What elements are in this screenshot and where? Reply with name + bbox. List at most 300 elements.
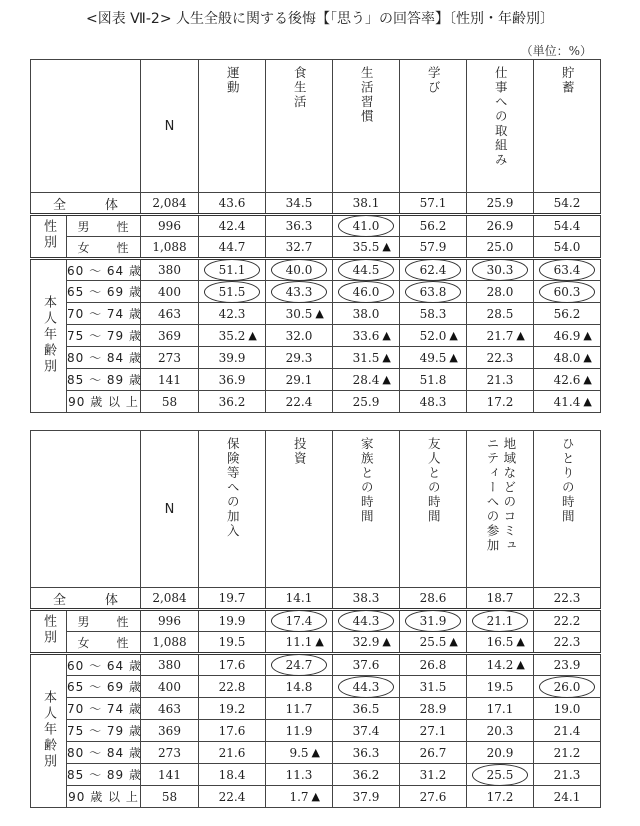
- table-row: [31, 237, 601, 259]
- value-cell: [333, 259, 400, 281]
- value-text: 31.2: [419, 767, 447, 782]
- value-cell: [266, 610, 333, 632]
- value-cell: [333, 610, 400, 632]
- value-text: 28.5: [486, 306, 514, 321]
- n-value: 400: [141, 676, 199, 698]
- row-label: 75 ～ 79 歳: [67, 720, 141, 742]
- value-text: 25.5 ▲: [419, 635, 458, 649]
- triangle-marker: ▲: [583, 372, 592, 386]
- value-cell: [467, 698, 534, 720]
- value-cell: [333, 698, 400, 720]
- value-text: 36.3: [352, 745, 380, 760]
- circled-value: 25.5: [484, 768, 517, 782]
- row-label: 85 ～ 89 歳: [67, 369, 141, 391]
- value-cell: [467, 347, 534, 369]
- value-cell: [534, 588, 601, 610]
- value-text: 44.7: [218, 240, 246, 254]
- value-cell: [266, 632, 333, 654]
- n-value: 400: [141, 281, 199, 303]
- value-text: 48.0 ▲: [553, 350, 592, 365]
- group-label-age: 本人年齢別: [31, 259, 67, 413]
- value-cell: [199, 698, 266, 720]
- circled-value: 43.3: [283, 285, 316, 299]
- value-cell: [400, 610, 467, 632]
- value-text: 37.6: [352, 658, 380, 672]
- value-cell: [266, 303, 333, 325]
- value-text: 32.0: [285, 328, 313, 343]
- value-cell: [400, 632, 467, 654]
- table-row: [31, 786, 601, 808]
- value-text: 26.9: [486, 219, 514, 233]
- circled-value: 24.7: [283, 658, 316, 672]
- triangle-marker: ▲: [311, 789, 321, 803]
- value-cell: [199, 764, 266, 786]
- n-value: 273: [141, 347, 199, 369]
- value-text: 38.0: [352, 306, 380, 321]
- value-text: 18.4: [218, 767, 246, 782]
- value-cell: [534, 369, 601, 391]
- value-cell: [266, 698, 333, 720]
- value-cell: [333, 369, 400, 391]
- table-row: [31, 215, 601, 237]
- value-text: 14.8: [285, 679, 313, 694]
- value-cell: [467, 742, 534, 764]
- circled-value: 44.5: [350, 263, 383, 277]
- value-cell: [534, 391, 601, 413]
- table-row: [31, 325, 601, 347]
- value-cell: [199, 391, 266, 413]
- value-cell: [534, 303, 601, 325]
- circled-value: 44.3: [350, 680, 383, 694]
- value-cell: [266, 786, 333, 808]
- value-text: 36.5: [352, 701, 380, 716]
- value-text: 33.6 ▲: [352, 328, 391, 343]
- value-cell: [333, 303, 400, 325]
- row-label: 女 性: [67, 632, 141, 654]
- row-label: 65 ～ 69 歳: [67, 676, 141, 698]
- value-text: 21.3: [553, 767, 581, 782]
- value-text: 14.1: [285, 591, 313, 605]
- n-value: 380: [141, 259, 199, 281]
- value-cell: [199, 632, 266, 654]
- value-cell: [467, 786, 534, 808]
- value-text: 42.6 ▲: [553, 372, 592, 387]
- value-text: 19.0: [553, 701, 581, 716]
- value-cell: [467, 369, 534, 391]
- value-text: 36.9: [218, 372, 246, 387]
- value-text: 35.5 ▲: [352, 240, 391, 254]
- value-text: 36.2: [218, 394, 246, 409]
- table-row: [31, 632, 601, 654]
- value-text: 21.6: [218, 745, 246, 760]
- value-cell: [266, 742, 333, 764]
- value-cell: [266, 676, 333, 698]
- triangle-marker: ▲: [516, 328, 525, 342]
- circled-value: 51.1: [216, 263, 249, 277]
- value-text: 56.2: [553, 306, 581, 321]
- triangle-marker: ▲: [449, 635, 458, 648]
- value-text: 37.9: [352, 789, 380, 804]
- n-header: N: [141, 431, 199, 588]
- row-label: 85 ～ 89 歳: [67, 764, 141, 786]
- value-cell: [199, 347, 266, 369]
- value-text: 32.7: [285, 240, 313, 254]
- circled-value: 62.4: [417, 263, 450, 277]
- triangle-marker: ▲: [382, 372, 391, 386]
- value-text: 27.1: [419, 723, 447, 738]
- value-cell: [199, 325, 266, 347]
- value-text: 54.4: [553, 219, 581, 233]
- value-text: 19.7: [218, 591, 246, 605]
- value-cell: [467, 259, 534, 281]
- value-text: 31.5 ▲: [352, 350, 391, 365]
- col-header: 食生活: [266, 60, 333, 193]
- circled-value: 41.0: [350, 219, 383, 233]
- value-cell: [400, 369, 467, 391]
- value-cell: [333, 720, 400, 742]
- table-regrets-2: [30, 430, 601, 808]
- value-text: 21.3: [486, 372, 514, 387]
- circled-value: 46.0: [350, 285, 383, 299]
- value-text: 56.2: [419, 219, 447, 233]
- value-text: 22.8: [218, 679, 246, 694]
- value-cell: [467, 588, 534, 610]
- value-text: 17.2: [486, 789, 514, 804]
- n-value: 58: [141, 391, 199, 413]
- value-text: 19.9: [218, 614, 246, 628]
- n-value: 369: [141, 325, 199, 347]
- value-cell: [333, 325, 400, 347]
- value-cell: [400, 237, 467, 259]
- value-text: 41.4 ▲: [553, 394, 592, 409]
- value-cell: [467, 193, 534, 215]
- triangle-marker: ▲: [382, 328, 391, 342]
- value-cell: [199, 303, 266, 325]
- value-cell: [199, 588, 266, 610]
- table-row: [31, 281, 601, 303]
- value-cell: [266, 281, 333, 303]
- value-cell: [467, 325, 534, 347]
- value-text: 19.2: [218, 701, 246, 716]
- circled-value: 30.3: [484, 263, 517, 277]
- value-cell: [333, 742, 400, 764]
- value-text: 19.5: [218, 635, 246, 649]
- n-header: N: [141, 60, 199, 193]
- value-text: 58.3: [419, 306, 447, 321]
- row-label: 90 歳 以 上: [67, 391, 141, 413]
- value-cell: [400, 193, 467, 215]
- value-text: 48.3: [419, 394, 447, 409]
- value-cell: [400, 676, 467, 698]
- n-value: 369: [141, 720, 199, 742]
- value-cell: [333, 347, 400, 369]
- value-text: 14.2 ▲: [486, 658, 525, 672]
- value-text: 22.3: [486, 350, 514, 365]
- value-text: 11.7: [285, 701, 313, 716]
- value-text: 22.3: [553, 635, 581, 649]
- value-text: 36.2: [352, 767, 380, 782]
- corner-cell: [31, 60, 141, 193]
- value-cell: [534, 676, 601, 698]
- value-cell: [534, 764, 601, 786]
- value-text: 37.4: [352, 723, 380, 738]
- value-cell: [266, 764, 333, 786]
- value-text: 26.7: [419, 745, 447, 760]
- col-header: 運動: [199, 60, 266, 193]
- value-text: 20.9: [486, 745, 514, 760]
- n-value: 463: [141, 303, 199, 325]
- value-cell: [266, 193, 333, 215]
- triangle-marker: ▲: [449, 350, 458, 364]
- value-text: 22.3: [553, 591, 581, 605]
- row-label: 80 ～ 84 歳: [67, 347, 141, 369]
- triangle-marker: ▲: [311, 745, 321, 759]
- value-text: 46.9 ▲: [553, 328, 592, 343]
- value-cell: [199, 720, 266, 742]
- value-text: 25.9: [352, 394, 380, 409]
- value-cell: [400, 325, 467, 347]
- value-text: 28.9: [419, 701, 447, 716]
- value-text: 32.9 ▲: [352, 635, 391, 649]
- value-text: 1.7 ▲: [289, 789, 321, 804]
- value-cell: [333, 281, 400, 303]
- row-label: 男 性: [67, 610, 141, 632]
- n-value: 2,084: [141, 588, 199, 610]
- value-cell: [333, 193, 400, 215]
- value-cell: [199, 676, 266, 698]
- col-header: 投資: [266, 431, 333, 588]
- value-text: 16.5 ▲: [486, 635, 525, 649]
- value-cell: [333, 391, 400, 413]
- n-value: 380: [141, 654, 199, 676]
- circled-value: 60.3: [551, 285, 584, 299]
- table-regrets-1: [30, 59, 601, 413]
- value-cell: [199, 786, 266, 808]
- value-text: 24.1: [553, 789, 581, 804]
- value-cell: [400, 786, 467, 808]
- value-cell: [400, 281, 467, 303]
- value-text: 42.3: [218, 306, 246, 321]
- page-title: <図表 Ⅶ-2> 人生全般に関する後悔【「思う」の回答率】〔性別・年齢別〕: [86, 11, 554, 27]
- row-label: 70 ～ 74 歳: [67, 303, 141, 325]
- circled-value: 26.0: [551, 680, 584, 694]
- circled-value: 63.8: [417, 285, 450, 299]
- col-header: 貯蓄: [534, 60, 601, 193]
- value-text: 42.4: [218, 219, 246, 233]
- table-row: [31, 654, 601, 676]
- table-row: [31, 698, 601, 720]
- circled-value: 40.0: [283, 263, 316, 277]
- value-cell: [400, 720, 467, 742]
- value-text: 51.8: [419, 372, 447, 387]
- n-value: 1,088: [141, 632, 199, 654]
- value-text: 11.3: [285, 767, 313, 782]
- value-cell: [333, 654, 400, 676]
- value-text: 36.3: [285, 219, 313, 233]
- value-cell: [266, 654, 333, 676]
- value-text: 22.4: [285, 394, 313, 409]
- table-row: [31, 303, 601, 325]
- value-cell: [266, 588, 333, 610]
- value-text: 54.2: [553, 196, 581, 210]
- value-text: 29.3: [285, 350, 313, 365]
- value-text: 11.1 ▲: [285, 635, 324, 649]
- n-value: 273: [141, 742, 199, 764]
- value-cell: [534, 610, 601, 632]
- value-text: 31.5: [419, 679, 447, 694]
- value-cell: [266, 720, 333, 742]
- row-label: 90 歳 以 上: [67, 786, 141, 808]
- col-header: 学び: [400, 60, 467, 193]
- col-header: 仕事への取組み: [467, 60, 534, 193]
- value-text: 26.8: [419, 658, 447, 672]
- value-cell: [199, 742, 266, 764]
- value-cell: [199, 259, 266, 281]
- value-cell: [400, 391, 467, 413]
- triangle-marker: ▲: [315, 306, 324, 320]
- n-value: 141: [141, 369, 199, 391]
- value-cell: [534, 347, 601, 369]
- row-label: 65 ～ 69 歳: [67, 281, 141, 303]
- value-cell: [333, 588, 400, 610]
- value-cell: [266, 369, 333, 391]
- triangle-marker: ▲: [382, 635, 391, 648]
- value-cell: [199, 654, 266, 676]
- value-cell: [199, 281, 266, 303]
- table-row: [31, 764, 601, 786]
- value-cell: [400, 347, 467, 369]
- value-text: 27.6: [419, 789, 447, 804]
- value-text: 28.4 ▲: [352, 372, 391, 387]
- value-text: 38.3: [352, 591, 380, 605]
- value-cell: [266, 325, 333, 347]
- col-header: 地域などのコミュ ニティーへの参加: [467, 431, 534, 588]
- value-text: 23.9: [553, 658, 581, 672]
- value-cell: [534, 742, 601, 764]
- group-label-gender: 性別: [31, 215, 67, 259]
- table-row: [31, 391, 601, 413]
- value-text: 17.2: [486, 394, 514, 409]
- value-cell: [534, 786, 601, 808]
- value-cell: [467, 610, 534, 632]
- value-cell: [534, 281, 601, 303]
- group-label-age: 本人年齢別: [31, 654, 67, 808]
- value-text: 39.9: [218, 350, 246, 365]
- circled-value: 51.5: [216, 285, 249, 299]
- value-text: 38.1: [352, 196, 380, 210]
- triangle-marker: ▲: [583, 350, 592, 364]
- row-label: 70 ～ 74 歳: [67, 698, 141, 720]
- triangle-marker: ▲: [382, 240, 391, 253]
- value-text: 21.7 ▲: [486, 328, 525, 343]
- table-row: [31, 742, 601, 764]
- value-cell: [534, 325, 601, 347]
- value-text: 57.1: [419, 196, 447, 210]
- triangle-marker: ▲: [382, 350, 391, 364]
- value-cell: [333, 764, 400, 786]
- value-cell: [534, 654, 601, 676]
- value-cell: [199, 215, 266, 237]
- value-text: 9.5 ▲: [289, 745, 321, 760]
- value-text: 18.7: [486, 591, 514, 605]
- unit-label: （単位：%）: [520, 44, 592, 58]
- value-cell: [534, 720, 601, 742]
- triangle-marker: ▲: [248, 328, 257, 342]
- value-cell: [333, 237, 400, 259]
- value-cell: [400, 654, 467, 676]
- row-label: 60 ～ 64 歳: [67, 259, 141, 281]
- table-row: [31, 610, 601, 632]
- value-text: 17.6: [218, 723, 246, 738]
- row-label: 80 ～ 84 歳: [67, 742, 141, 764]
- value-text: 30.5 ▲: [285, 306, 324, 321]
- value-cell: [400, 588, 467, 610]
- value-text: 17.6: [218, 658, 246, 672]
- value-text: 21.2: [553, 745, 581, 760]
- value-cell: [333, 676, 400, 698]
- table-row: [31, 347, 601, 369]
- value-cell: [467, 720, 534, 742]
- n-value: 2,084: [141, 193, 199, 215]
- value-text: 25.0: [486, 240, 514, 254]
- n-value: 996: [141, 215, 199, 237]
- value-cell: [467, 237, 534, 259]
- value-text: 25.9: [486, 196, 514, 210]
- col-header: ひとりの時間: [534, 431, 601, 588]
- value-cell: [467, 391, 534, 413]
- value-cell: [333, 632, 400, 654]
- value-cell: [400, 764, 467, 786]
- value-cell: [467, 215, 534, 237]
- value-cell: [400, 742, 467, 764]
- value-cell: [534, 237, 601, 259]
- corner-cell: [31, 431, 141, 588]
- value-cell: [534, 259, 601, 281]
- circled-value: 44.3: [350, 614, 383, 628]
- value-cell: [467, 303, 534, 325]
- value-cell: [400, 215, 467, 237]
- table-row: [31, 369, 601, 391]
- triangle-marker: ▲: [449, 328, 458, 342]
- table-row: [31, 720, 601, 742]
- value-cell: [467, 281, 534, 303]
- value-cell: [467, 654, 534, 676]
- value-cell: [266, 259, 333, 281]
- table-row: [31, 259, 601, 281]
- n-value: 463: [141, 698, 199, 720]
- value-cell: [467, 632, 534, 654]
- value-cell: [333, 215, 400, 237]
- col-header: 家族との時間: [333, 431, 400, 588]
- value-cell: [333, 786, 400, 808]
- table-row: [31, 193, 601, 215]
- value-cell: [400, 259, 467, 281]
- value-cell: [534, 632, 601, 654]
- triangle-marker: ▲: [583, 394, 592, 408]
- col-header: 生活習慣: [333, 60, 400, 193]
- row-label: 女 性: [67, 237, 141, 259]
- group-label-gender: 性別: [31, 610, 67, 654]
- value-text: 11.9: [285, 723, 313, 738]
- value-cell: [266, 391, 333, 413]
- circled-value: 17.4: [283, 614, 316, 628]
- value-text: 19.5: [486, 679, 514, 694]
- row-label: 60 ～ 64 歳: [67, 654, 141, 676]
- n-value: 996: [141, 610, 199, 632]
- value-cell: [199, 610, 266, 632]
- table-row: [31, 676, 601, 698]
- col-header: 保険等への加入: [199, 431, 266, 588]
